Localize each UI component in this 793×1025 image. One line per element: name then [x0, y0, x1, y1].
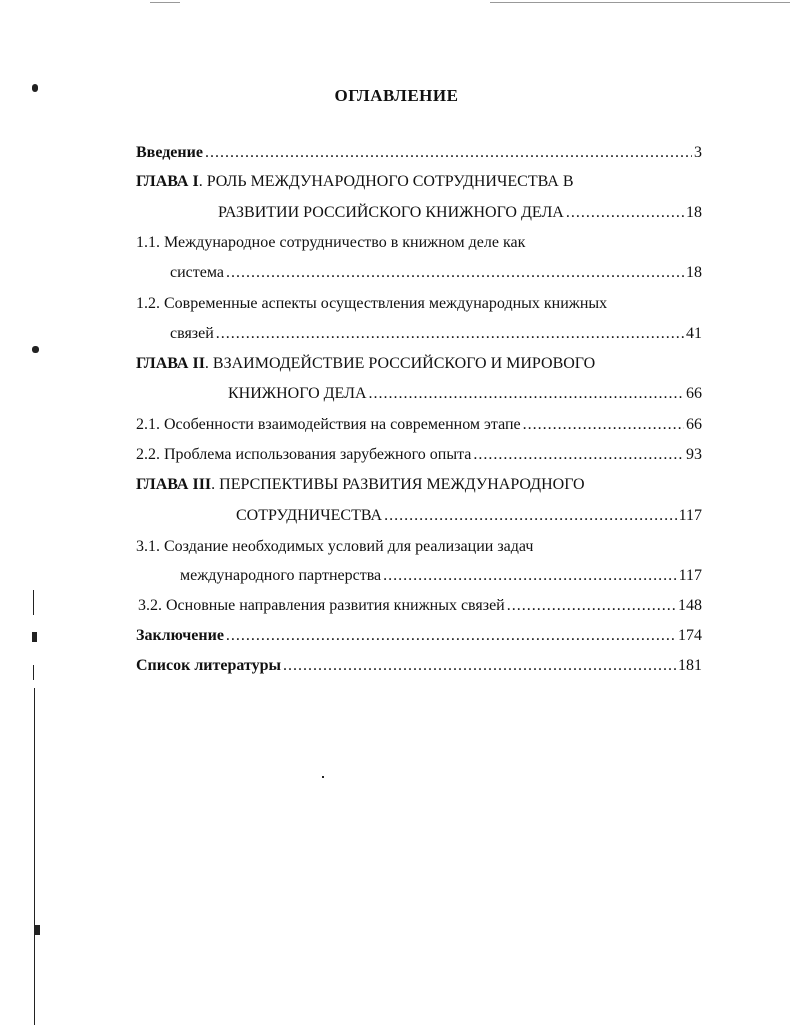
toc-entry-3-2[interactable]	[138, 597, 702, 621]
toc-entry-label: Заключение	[136, 627, 224, 644]
toc-entry-2-1[interactable]	[136, 416, 702, 440]
toc-entry-conclusion[interactable]	[136, 627, 702, 651]
toc-entry-chapter1-line1[interactable]	[136, 173, 573, 197]
section-title: 2.2. Проблема использования зарубежного опыта	[136, 446, 472, 463]
toc-entry-chapter3-line1[interactable]	[136, 476, 585, 500]
toc-page-number: 181	[678, 657, 702, 674]
toc-title: ОГЛАВЛЕНИЕ	[334, 86, 459, 105]
chapter-number: ГЛАВА II	[136, 355, 205, 372]
section-title-cont: система	[170, 264, 224, 281]
scan-speck	[32, 632, 37, 642]
dot-leader	[383, 567, 676, 585]
toc-entry-3-1-line2[interactable]	[180, 567, 702, 591]
toc-entry-chapter1-line2[interactable]	[218, 204, 702, 228]
chapter-title: . РОЛЬ МЕЖДУНАРОДНОГО СОТРУДНИЧЕСТВА В	[198, 173, 574, 190]
toc-entry-references[interactable]	[136, 657, 702, 681]
section-title: 2.1. Особенности взаимодействия на современном этапе	[136, 416, 521, 433]
toc-entry-label: Введение	[136, 144, 203, 161]
chapter-title: . ВЗАИМОДЕЙСТВИЕ РОССИЙСКОГО И МИРОВОГО	[204, 355, 596, 372]
toc-entry-chapter3-line2[interactable]	[236, 507, 702, 531]
toc-entry-1-1-line2[interactable]	[170, 264, 702, 288]
section-title: 3.2. Основные направления развития книжных связей	[138, 597, 505, 614]
dot-leader	[566, 204, 684, 222]
scan-speck	[34, 925, 40, 935]
toc-entry-chapter2-line2[interactable]	[228, 385, 702, 409]
toc-page-number: 41	[686, 325, 702, 342]
dot-leader	[216, 325, 684, 343]
dot-leader	[226, 627, 676, 645]
toc-entry-2-2[interactable]	[136, 446, 702, 470]
toc-page-number: 117	[678, 507, 702, 524]
chapter-title: . ПЕРСПЕКТИВЫ РАЗВИТИЯ МЕЖДУНАРОДНОГО	[211, 476, 585, 493]
dot-leader	[384, 507, 677, 525]
dot-leader	[523, 416, 684, 434]
dot-leader	[473, 446, 684, 464]
toc-page-number: 117	[678, 567, 702, 584]
dot-leader	[205, 144, 692, 162]
toc-page-number: 18	[686, 264, 702, 281]
toc-entry-3-1-line1[interactable]: 3.1. Создание необходимых условий для реализации задач	[136, 538, 534, 555]
scan-speck	[32, 346, 39, 353]
margin-line	[33, 665, 34, 680]
toc-page-number: 174	[678, 627, 702, 644]
section-title-cont: международного партнерства	[180, 567, 382, 584]
chapter-number: ГЛАВА III	[136, 476, 212, 493]
toc-entry-1-2-line1[interactable]: 1.2. Современные аспекты осуществления международных книжных	[136, 295, 608, 312]
toc-page-number: 66	[686, 385, 702, 402]
toc-page-number: 3	[694, 144, 702, 161]
section-title-cont: связей	[170, 325, 214, 342]
toc-entry-intro[interactable]	[136, 144, 702, 168]
dot-leader	[507, 597, 676, 615]
chapter-title-cont: СОТРУДНИЧЕСТВА	[236, 507, 383, 524]
margin-line	[34, 688, 35, 1025]
toc-page-number: 93	[686, 446, 702, 463]
toc-page-number: 148	[678, 597, 702, 614]
margin-line	[33, 590, 34, 615]
toc-entry-chapter2-line1[interactable]	[136, 355, 595, 379]
scan-artifact-line	[150, 2, 180, 3]
toc-page-number: 18	[686, 204, 702, 221]
chapter-title-cont: РАЗВИТИИ РОССИЙСКОГО КНИЖНОГО ДЕЛА	[218, 204, 564, 221]
toc-entry-1-2-line2[interactable]	[170, 325, 702, 349]
scan-artifact-line	[490, 2, 790, 3]
chapter-number: ГЛАВА I	[136, 173, 199, 190]
scan-speck	[322, 776, 324, 778]
dot-leader	[226, 264, 684, 282]
toc-page-number: 66	[686, 416, 702, 433]
chapter-title-cont: КНИЖНОГО ДЕЛА	[228, 385, 367, 402]
toc-entry-1-1-line1[interactable]: 1.1. Международное сотрудничество в книжном деле как	[136, 234, 526, 251]
toc-entry-label: Список литературы	[136, 657, 281, 674]
dot-leader	[283, 657, 676, 675]
dot-leader	[369, 385, 684, 403]
